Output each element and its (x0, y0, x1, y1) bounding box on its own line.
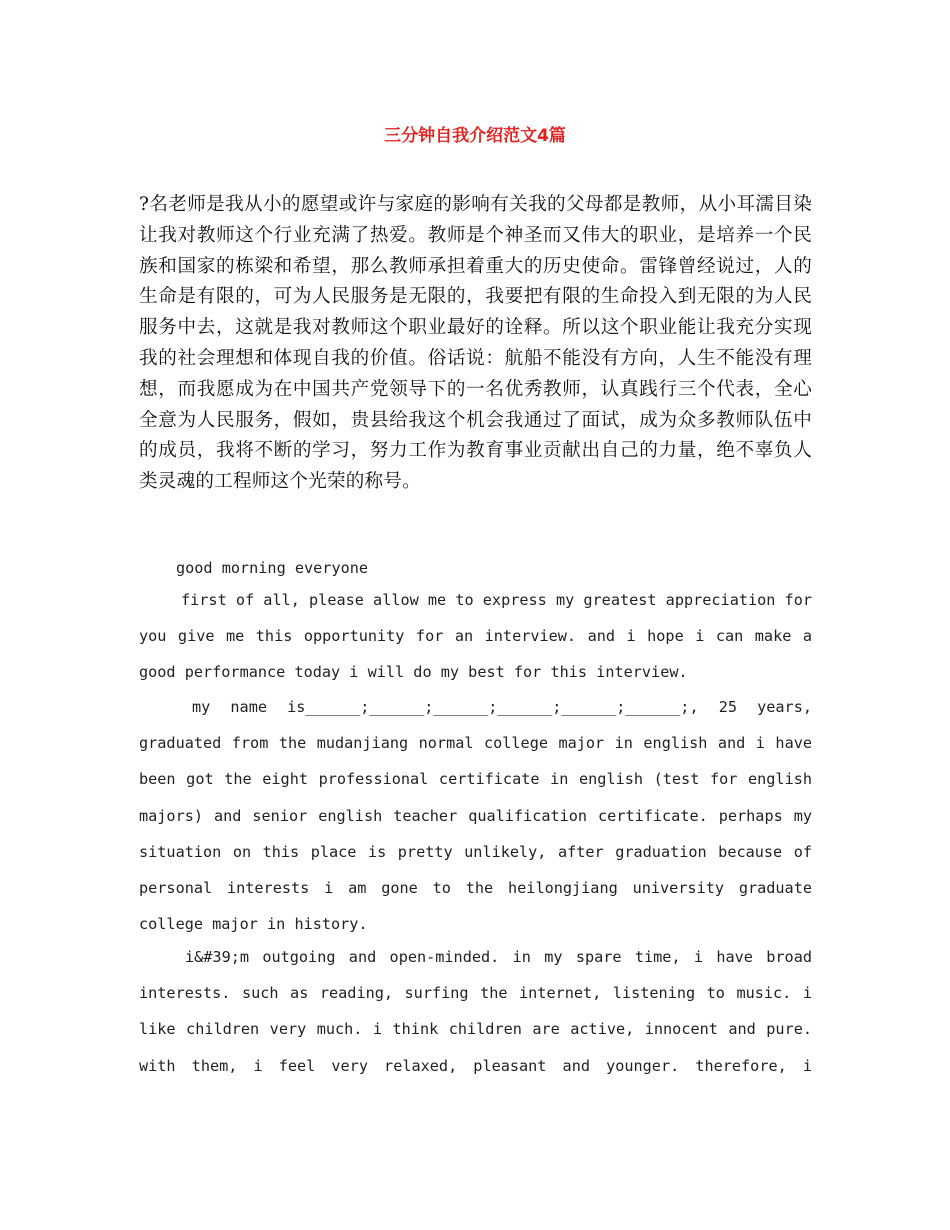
english-paragraph-personality: i&#39;m outgoing and open-minded. in my spare time, i have broad interests. such as reading, surfing the internet, listening to music. i like children very much. i think children are active, innocent and pure. with them, i feel very relaxed, pleasant and younger. therefore, i (139, 948, 812, 1075)
chinese-paragraph: ?名老师是我从小的愿望或许与家庭的影响有关我的父母都是教师，从小耳濡目染让我对教师这个行业充满了热爱。教师是个神圣而又伟大的职业，是培养一个民族和国家的栋梁和希望，那么教师承担着重大的历史使命。雷锋曾经说过，人的生命是有限的，可为人民服务是无限的，我要把有限的生命投入到无限的为人民服务中去，这就是我对教师这个职业最好的诠释。所以这个职业能让我充分实现我的社会理想和体现自我的价值。俗话说：航船不能没有方向，人生不能没有理想，而我愿成为在中国共产党领导下的一名优秀教师，认真践行三个代表，全心全意为人民服务，假如，贵县给我这个机会我通过了面试，成为众多教师队伍中的成员，我将不断的学习，努力工作为教育事业贡献出自己的力量，绝不辜负人类灵魂的工程师这个光荣的称号。 (139, 194, 812, 493)
english-paragraph-appreciation: first of all, please allow me to express my greatest appreciation for you give me this opportunity for an interview. and i hope i can make a good performance today i will do my best for this interview. (139, 591, 812, 682)
english-greeting: good morning everyone (176, 559, 369, 577)
english-paragraph-background: my name is______;______;______;______;______;______;, 25 years, graduated from the mudanjiang normal college major in english and i have been got the eight professional certificate in english (test for english majors) and senior english teacher qualification certificate. perhaps my situation on this place is pretty unlikely, after graduation because of personal interests i am gone to the heilongjiang university graduate college major in history. (139, 698, 812, 934)
document-title: 三分钟自我介绍范文4篇 (384, 126, 566, 146)
